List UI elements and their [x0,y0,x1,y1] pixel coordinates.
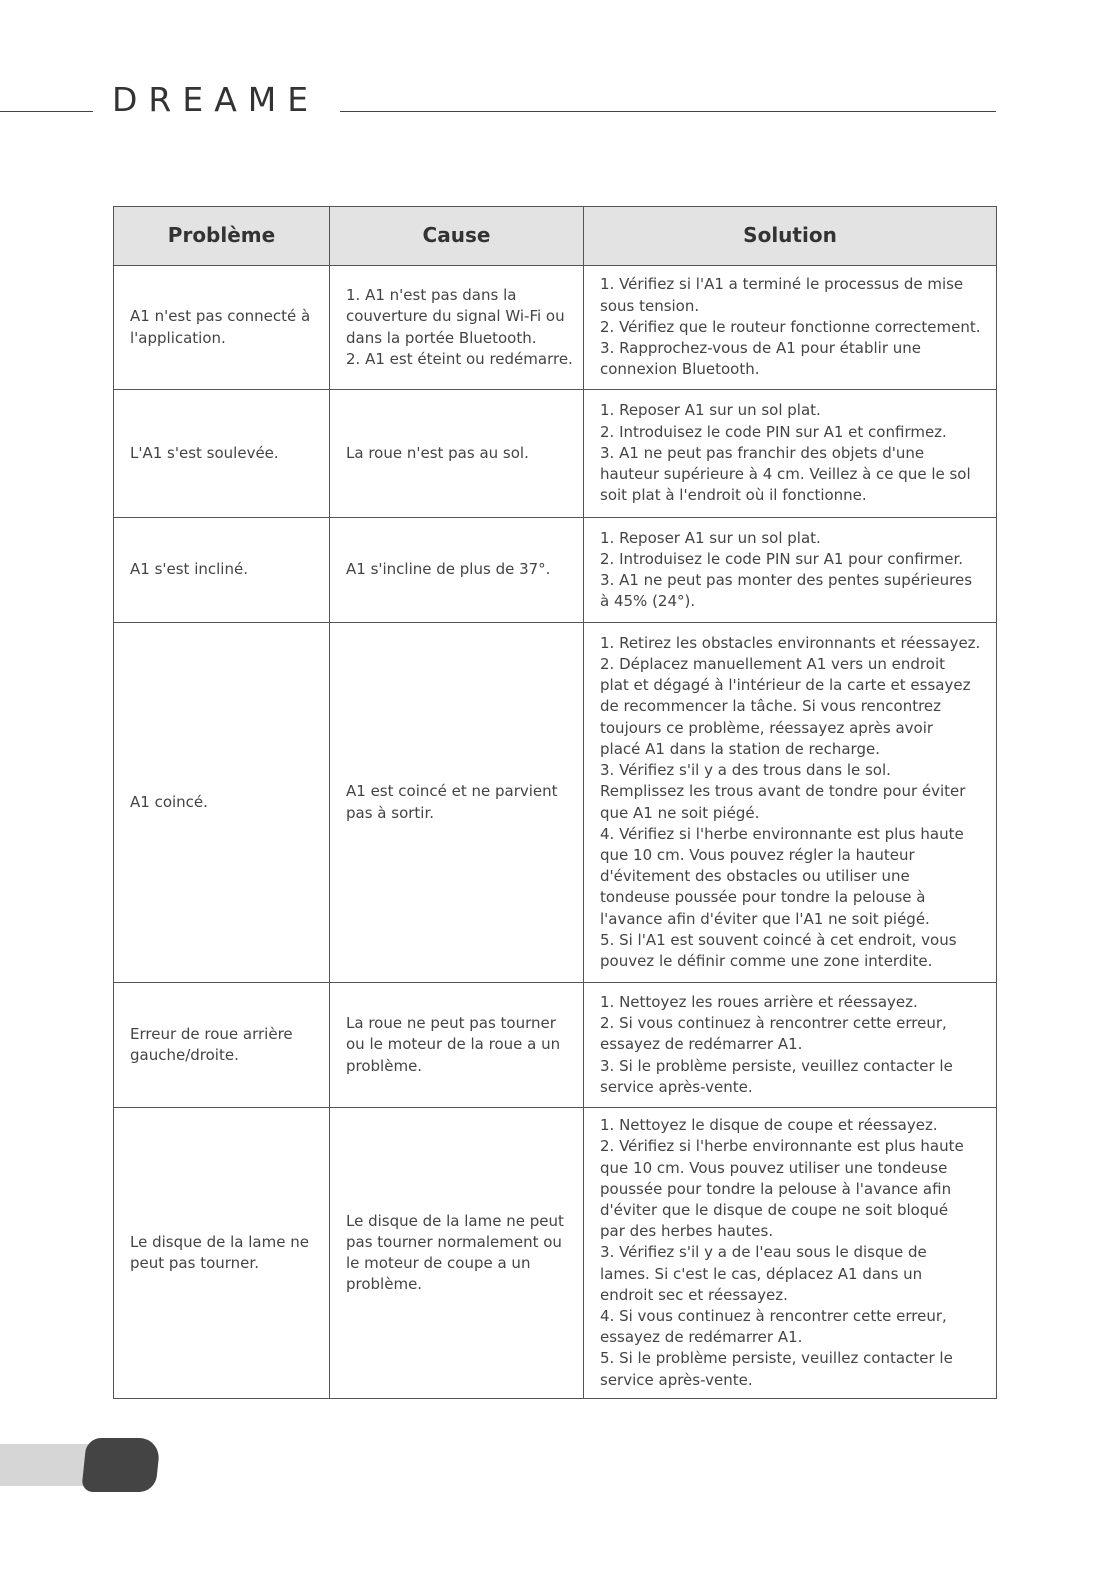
cause-text [346,559,578,580]
cause-line: 2. A1 est éteint ou redémarre. [346,349,573,368]
solution-line: endroit sec et réessayez. [600,1285,788,1304]
solution-line: service après-vente. [600,1077,753,1096]
solution-line: tondeuse poussée pour tondre la pelouse à [600,888,926,907]
solution-text [600,274,994,380]
solution-line: 3. Si le problème persiste, veuillez contacter le [600,1056,953,1075]
solution-line: pouvez le définir comme une zone interdite. [600,951,933,970]
solution-line: 1. Nettoyez le disque de coupe et réessayez. [600,1116,938,1135]
header-rule-left [0,111,93,112]
solution-line: 2. Vérifiez si l'herbe environnante est plus haute [600,1137,964,1156]
problem-line: peut pas tourner. [130,1254,259,1272]
solution-line: 3. A1 ne peut pas monter des pentes supérieures [600,571,973,589]
cause-line: A1 est coincé et ne parvient [346,782,558,801]
solution-line: hauteur supérieure à 4 cm. Veillez à ce que le sol [600,465,971,484]
cell-problem [114,623,330,983]
solution-line: de recommencer la tâche. Si vous rencontrez [600,697,942,716]
table-row [114,390,997,518]
column-header-solution: Solution [584,207,997,266]
solution-line: l'avance afin d'éviter que l'A1 ne soit piégé. [600,909,930,928]
solution-line: que A1 ne soit piégé. [600,803,760,822]
cell-problem [114,518,330,623]
solution-line: par des herbes hautes. [600,1222,774,1241]
page-badge [81,1438,161,1492]
solution-line: service après-vente. [600,1370,753,1389]
problem-text [130,559,324,580]
solution-line: connexion Bluetooth. [600,360,760,379]
troubleshooting-table [113,206,997,1399]
cause-line: Le disque de la lame ne peut [346,1211,564,1230]
problem-line: A1 s'est incliné. [130,560,248,579]
cause-line: problème. [346,1056,423,1075]
table-row [114,1108,997,1399]
solution-line: 1. Reposer A1 sur un sol plat. [600,528,821,547]
cause-line: 1. A1 n'est pas dans la [346,286,517,305]
solution-line: placé A1 dans la station de recharge. [600,739,880,758]
solution-line: 1. Nettoyez les roues arrière et réessayez. [600,992,918,1011]
cause-text [346,285,578,370]
solution-line: 1. Vérifiez si l'A1 a terminé le processus de mise [600,275,964,294]
cell-problem [114,983,330,1108]
cell-problem [114,266,330,390]
cause-text [346,781,578,823]
solution-line: poussée pour tondre la pelouse à l'avance afin [600,1179,952,1198]
problem-line: A1 n'est pas connecté à [130,307,311,326]
brand-logo: DREAME [112,80,320,119]
problem-line: L'A1 s'est soulevée. [130,443,279,462]
solution-line: 2. Si vous continuez à rencontrer cette erreur, [600,1014,947,1033]
cell-solution [584,983,997,1108]
cell-cause [330,518,584,623]
cause-text [346,443,578,464]
solution-line: Remplissez les trous avant de tondre pour éviter [600,782,966,801]
solution-text [600,400,994,506]
problem-text [130,1024,324,1066]
cell-solution [584,266,997,390]
solution-line: 3. Rapprochez-vous de A1 pour établir une [600,339,921,358]
cause-line: le moteur de coupe a un [346,1254,531,1272]
cell-cause [330,1108,584,1399]
solution-text [600,633,994,972]
solution-line: 3. Vérifiez s'il y a de l'eau sous le disque de [600,1243,927,1262]
table-row [114,983,997,1108]
solution-line: plat et dégagé à l'intérieur de la carte et essayez [600,676,971,695]
problem-text [130,1232,324,1274]
table-row [114,623,997,983]
column-header-cause: Cause [330,207,584,266]
cause-line: dans la portée Bluetooth. [346,328,537,347]
problem-line: Erreur de roue arrière [130,1024,293,1043]
solution-line: 2. Introduisez le code PIN sur A1 pour confirmer. [600,549,964,568]
solution-line: sous tension. [600,296,700,315]
problem-text [130,306,324,348]
solution-line: 2. Vérifiez que le routeur fonctionne correctement. [600,317,981,336]
table-body [114,266,997,1399]
solution-line: 3. A1 ne peut pas franchir des objets d'une [600,443,925,462]
cause-line: La roue n'est pas au sol. [346,443,529,462]
cause-line: La roue ne peut pas tourner [346,1014,556,1033]
cell-solution [584,518,997,623]
cell-solution [584,623,997,983]
cause-line: ou le moteur de la roue a un [346,1035,561,1054]
cell-cause [330,623,584,983]
problem-line: l'application. [130,328,226,347]
cell-problem [114,1108,330,1399]
cell-solution [584,390,997,518]
table-header-row [114,207,997,266]
problem-line: Le disque de la lame ne [130,1232,309,1251]
solution-line: 2. Déplacez manuellement A1 vers un endroit [600,655,945,674]
solution-line: 1. Reposer A1 sur un sol plat. [600,401,821,420]
table-row [114,518,997,623]
solution-line: que 10 cm. Vous pouvez utiliser une tondeuse [600,1158,948,1177]
cause-text [346,1013,578,1077]
problem-text [130,792,324,813]
solution-line: d'éviter que le disque de coupe ne soit bloqué [600,1200,949,1219]
cause-line: pas à sortir. [346,803,435,822]
cell-solution [584,1108,997,1399]
problem-line: gauche/droite. [130,1046,239,1064]
solution-line: que 10 cm. Vous pouvez régler la hauteur [600,845,915,864]
solution-line: 5. Si le problème persiste, veuillez contacter le [600,1349,953,1368]
column-header-problem: Problème [114,207,330,266]
solution-line: 1. Retirez les obstacles environnants et réessayez. [600,633,981,652]
cause-line: A1 s'incline de plus de 37°. [346,560,551,579]
cell-cause [330,266,584,390]
solution-line: 4. Si vous continuez à rencontrer cette erreur, [600,1307,947,1325]
solution-line: soit plat à l'endroit où il fonctionne. [600,486,867,505]
solution-text [600,1115,994,1391]
solution-line: 2. Introduisez le code PIN sur A1 et confirmez. [600,422,947,441]
solution-line: toujours ce problème, réessayez après avoir [600,718,934,737]
solution-line: à 45% (24°). [600,592,696,611]
cell-cause [330,983,584,1108]
solution-text [600,992,994,1098]
solution-text [600,528,994,613]
cell-cause [330,390,584,518]
problem-line: A1 coincé. [130,792,208,811]
cause-line: pas tourner normalement ou [346,1232,562,1251]
solution-line: 3. Vérifiez s'il y a des trous dans le sol. [600,761,891,780]
cause-line: problème. [346,1275,423,1294]
solution-line: 4. Vérifiez si l'herbe environnante est plus haute [600,824,964,843]
solution-line: essayez de redémarrer A1. [600,1328,803,1347]
problem-text [130,443,324,464]
cause-text [346,1211,578,1296]
cause-line: couverture du signal Wi-Fi ou [346,307,565,326]
cell-problem [114,390,330,518]
solution-line: essayez de redémarrer A1. [600,1035,803,1054]
solution-line: d'évitement des obstacles ou utiliser une [600,867,910,886]
table-row [114,266,997,390]
solution-line: lames. Si c'est le cas, déplacez A1 dans un [600,1264,923,1283]
header-rule-right [340,111,996,112]
solution-line: 5. Si l'A1 est souvent coincé à cet endroit, vous [600,930,957,949]
